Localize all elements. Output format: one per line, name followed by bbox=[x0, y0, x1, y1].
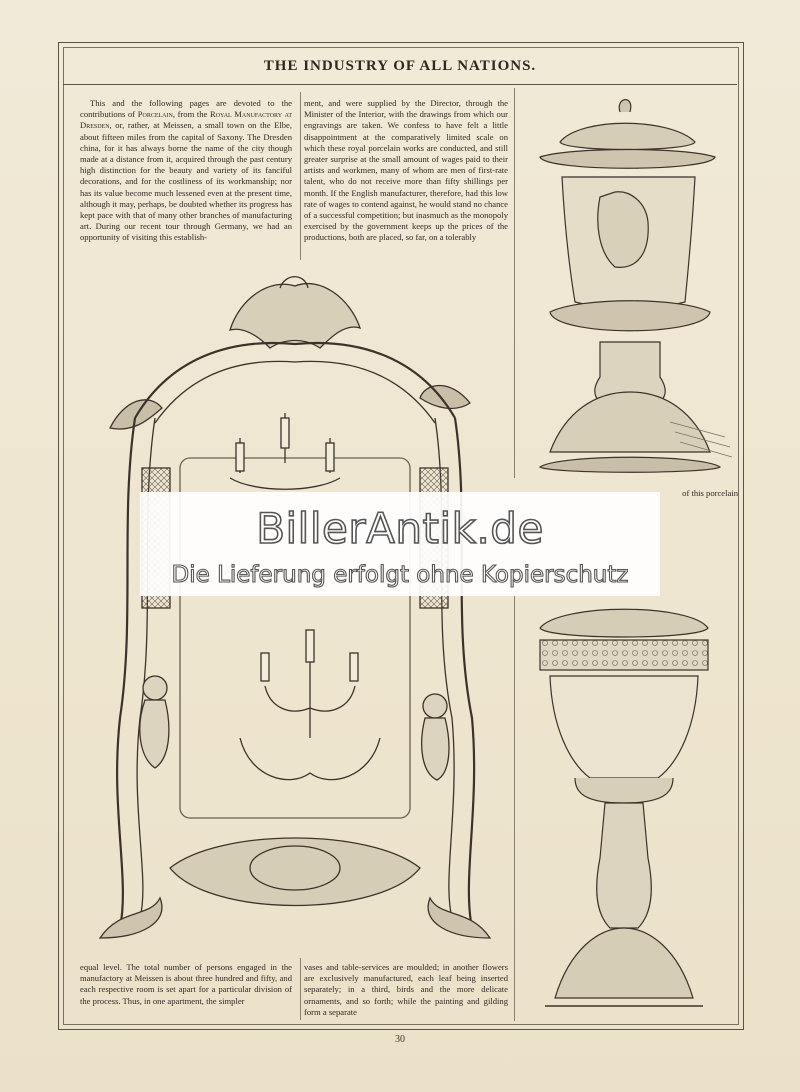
article-column-2-bottom bbox=[304, 962, 508, 1018]
text-run: This and the following pages are devoted to the contributions of bbox=[80, 98, 292, 120]
column-rule-bottom bbox=[300, 958, 301, 1020]
article-column-1-bottom bbox=[80, 962, 292, 1007]
text-run: , from the bbox=[172, 109, 210, 120]
text-run-smallcaps: Royal Manufactory at Dresden bbox=[80, 109, 292, 131]
text-run: , or, rather, at Meissen, a small town on the Elbe, about fifteen miles from the capital of Saxony. The Dresden china, for it has always borne the name of the city though made at a distance from it, acquired through the past century high distinction for the beauty and variety of its fanciful decorations, and for the costliness of its workmanship; nor has its value become much lessened even at the present time, although it may, perhaps, be doubted whether its progress has kept pace with that of many other branches of manufacturing art. During our recent tour through Germany, we had an opportunity of visiting this establish- bbox=[80, 120, 292, 243]
text-paragraph: equal level. The total number of persons engaged in the manufactory at Meissen is about three hundred and fifty, and each respective room is set apart for a particular division of the process. Thus, in one apartment, the simpler bbox=[80, 962, 292, 1006]
text-run-smallcaps: Porcelain bbox=[137, 109, 173, 120]
text-paragraph: vases and table-services are moulded; in another flowers are exclusively manufactured, each leaf being inserted separately; in a third, birds and the more delicate ornaments, and so forth; while the painting and gilding form a separate bbox=[304, 962, 508, 1017]
header-rule bbox=[63, 84, 737, 85]
running-header: THE INDUSTRY OF ALL NATIONS. bbox=[263, 58, 537, 74]
text-run: of this porcelain bbox=[682, 488, 738, 498]
mirror-frame-engraving bbox=[80, 268, 510, 954]
text-paragraph: ment, and were supplied by the Director, through the Minister of the Interior, with the drawings from which our engravings are taken. We confess to have felt a little disappointment at the comparatively limited scale on which these royal porcelain works are conducted, and still greater surprise at the small amount of wages paid to their artists and workmen, many of whom are men of first-rate talent, who do not receive more than fifty shillings per month. If the English manufacturer, therefore, had this low rate of wages to contend against, he would stand no chance of a successful competition; but inasmuch as the monopoly exercised by the government keeps up the prices of the productions, both are placed, so far, on a tolerably bbox=[304, 98, 508, 243]
column-rule-right-top bbox=[514, 88, 515, 478]
watermark-subtitle: Die Lieferung erfolgt ohne Kopierschutz bbox=[171, 562, 629, 588]
tall-chalice-engraving bbox=[530, 598, 718, 1012]
article-column-1 bbox=[80, 98, 292, 244]
article-column-2 bbox=[304, 98, 508, 244]
column-rule-top bbox=[300, 92, 301, 260]
covered-vase-engraving bbox=[520, 92, 736, 480]
page-number: 30 bbox=[395, 1034, 405, 1045]
column-rule-right-bottom bbox=[514, 596, 515, 1021]
watermark-title: BillerAntik.de bbox=[256, 504, 544, 553]
